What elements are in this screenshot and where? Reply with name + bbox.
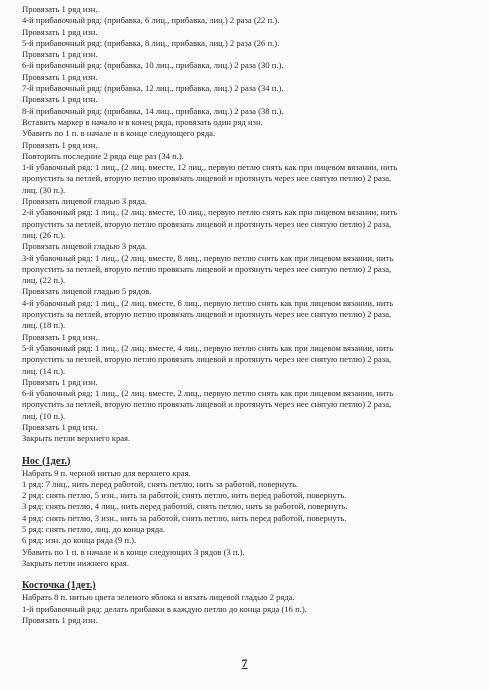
text-line: лиц. (14 п.). — [22, 365, 66, 376]
text-line: 1-й убавочный ряд: 1 лиц., (2 лиц. вместе, 12 лиц., первую петлю снять как при лицевом вязании, нить — [22, 162, 398, 173]
text-line: 7-й прибавочный ряд: (прибавка, 12 лиц., прибавка, лиц.) 2 раза (34 п.). — [22, 83, 284, 94]
text-line: Провязать 1 ряд изн. — [22, 4, 98, 14]
text-line: 4 ряд: снять петлю, 3 изн., нить за работой, снять петлю, нить перед работой, повернуть. — [22, 512, 347, 523]
text-line: 5 ряд: снять петлю, лиц. до конца ряда. — [22, 524, 166, 535]
text-line: Провязать 1 ряд изн. — [22, 49, 98, 60]
text-line: лиц. (30 п.). — [22, 184, 66, 195]
text-line: Закрыть петли верхнего края. — [22, 433, 131, 444]
text-line: Провязать 1 ряд изн. — [22, 94, 98, 105]
text-line: 2-й убавочный ряд: 1 лиц., (2 лиц. вместе, 10 лиц., первую петлю снять как при лицевом вязании, нить — [22, 207, 398, 218]
page-content — [22, 4, 474, 626]
page-number: 7 — [241, 656, 248, 670]
text-line: лиц. (10 п.). — [22, 410, 66, 421]
text-line: лиц. (26 п.). — [22, 229, 66, 240]
text-line: 3 ряд: снять петлю, 4 лиц., нить перед работой, снять петлю, нить за работой, повернуть. — [22, 501, 348, 512]
text-line: Провязать 1 ряд изн. — [22, 71, 98, 82]
text-line: 6-й прибавочный ряд: (прибавка, 10 лиц., прибавка, лиц.) 2 раза (30 п.). — [22, 60, 284, 71]
text-line: Провязать 1 ряд изн. — [22, 614, 98, 625]
text-line: 5-й прибавочный ряд: (прибавка, 8 лиц., прибавка, лиц.) 2 раза (26 п.). — [22, 37, 280, 48]
text-line: Убавить по 1 п. в начале и в конце следующего ряда. — [22, 128, 216, 139]
text-line: пропустить за петлей, вторую петлю провязать лицевой и протянуть через нее снятую петлю) 2 раза, — [22, 309, 392, 320]
text-line: Провязать лицевой гладью 3 ряда. — [22, 196, 147, 207]
pattern-section-bone — [22, 592, 474, 626]
section-heading-nose: Нос (1дет.) — [22, 455, 71, 467]
text-line: 1 ряд: 7 лиц., нить перед работой, снять петлю, нить за работой, повернуть. — [22, 478, 299, 489]
text-line: Провязать лицевой гладью 5 рядов. — [22, 286, 152, 297]
text-line: Повторить последние 2 ряда еще раз (34 п.). — [22, 150, 184, 161]
text-line: 8-й прибавочный ряд: (прибавка, 14 лиц., прибавка, лиц.) 2 раза (38 п.). — [22, 105, 284, 116]
text-line: Провязать 1 ряд изн. — [22, 376, 98, 387]
text-line: 4-й прибавочный ряд: (прибавка, 6 лиц., прибавка, лиц.) 2 раза (22 п.). — [22, 15, 280, 26]
text-line: Убавить по 1 п. в начале и в конце следующих 3 рядов (3 п.). — [22, 546, 245, 557]
text-line: 4-й убавочный ряд: 1 лиц., (2 лиц. вместе, 6 лиц., первую петлю снять как при лицевом вязании, нить — [22, 297, 394, 308]
pattern-section-body — [22, 4, 474, 445]
text-line: Вставить маркер в начало и в конец ряда, провязать один ряд изн. — [22, 116, 263, 127]
text-line: пропустить за петлей, вторую петлю провязать лицевой и протянуть через нее снятую петлю) 2 раза, — [22, 263, 392, 274]
text-line: 5-й убавочный ряд: 1 лиц., (2 лиц. вместе, 4 лиц., первую петлю снять как при лицевом вязании, нить — [22, 342, 394, 353]
text-line: 6-й убавочный ряд: 1 лиц., (2 лиц. вместе, 2 лиц., первую петлю снять как при лицевом вязании, нить — [22, 388, 394, 399]
section-heading-bone: Косточка (1дет.) — [22, 580, 96, 592]
text-line: лиц. (18 п.). — [22, 320, 66, 331]
text-line: 3-й убавочный ряд: 1 лиц., (2 лиц. вместе, 8 лиц., первую петлю снять как при лицевом вязании, нить — [22, 252, 394, 263]
pattern-section-nose — [22, 468, 474, 570]
text-line: 1-й прибавочный ряд: делать прибавки в каждую петлю до конца ряда (16 п.). — [22, 603, 307, 614]
text-line: Провязать лицевой гладью 3 ряда. — [22, 241, 147, 252]
text-line: 6 ряд: изн. до конца ряда (9 п.). — [22, 535, 137, 546]
text-line: Провязать 1 ряд изн. — [22, 421, 98, 432]
text-line: лиц. (22 п.). — [22, 275, 66, 286]
text-line: пропустить за петлей, вторую петлю провязать лицевой и протянуть через нее снятую петлю) 2 раза, — [22, 354, 392, 365]
text-line: Набрать 9 п. черной нитью для верхнего края. — [22, 467, 191, 478]
text-line: пропустить за петлей, вторую петлю провязать лицевой и протянуть через нее снятую петлю) 2 раза, — [22, 173, 392, 184]
text-line: Провязать 1 ряд изн. — [22, 139, 98, 150]
text-line: Закрыть петли нижнего края. — [22, 557, 129, 568]
text-line: Провязать 1 ряд изн. — [22, 26, 98, 37]
text-line: пропустить за петлей, вторую петлю провязать лицевой и протянуть через нее снятую петлю) 2 раза, — [22, 218, 392, 229]
text-line: Набрать 8 п. нитью цвета зеленого яблока и вязать лицевой гладью 2 ряда. — [22, 592, 295, 603]
text-line: пропустить за петлей, вторую петлю провязать лицевой и протянуть через нее снятую петлю) 2 раза, — [22, 399, 392, 410]
text-line: 2 ряд: снять петлю, 5 изн., нить за работой, снять петлю, нить перед работой, повернуть. — [22, 490, 347, 501]
text-line: Провязать 1 ряд изн. — [22, 331, 98, 342]
